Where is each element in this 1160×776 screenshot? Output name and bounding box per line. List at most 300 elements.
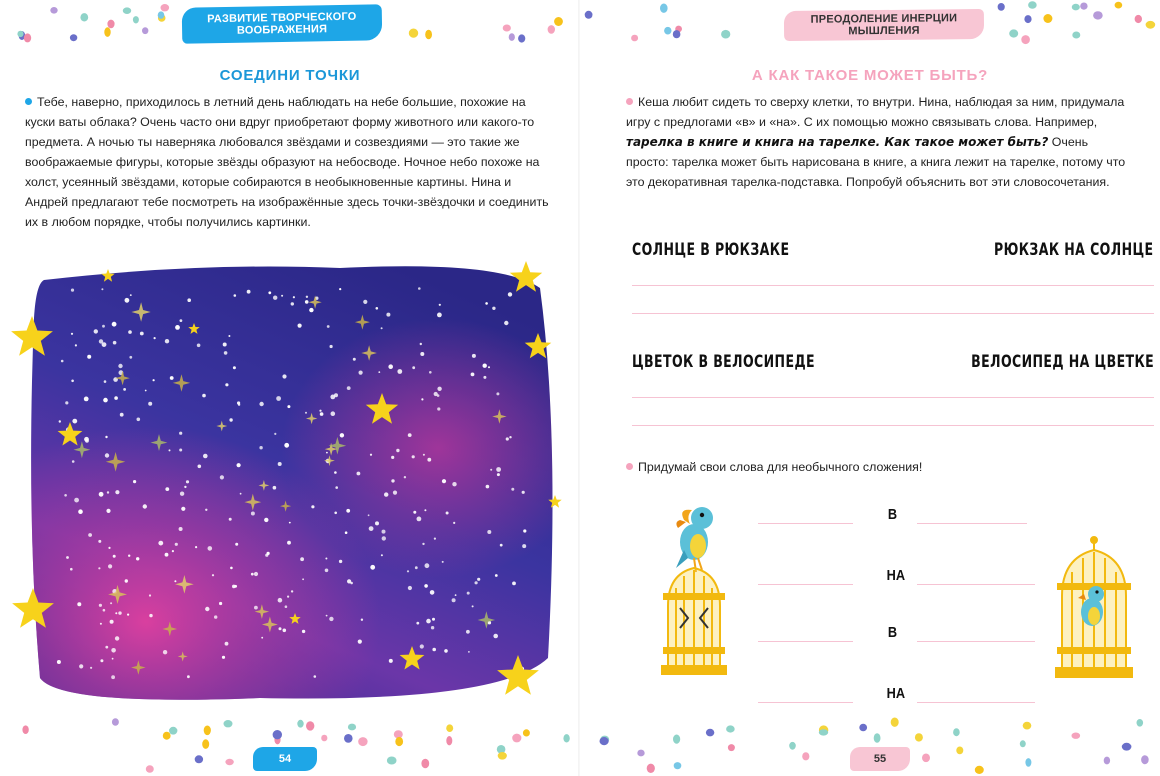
confetti-dot — [225, 759, 233, 765]
confetti-dot — [358, 737, 367, 746]
star-dot — [306, 296, 308, 298]
star-dot — [214, 615, 217, 618]
confetti-dot — [1104, 757, 1110, 765]
star-dot — [422, 543, 424, 545]
star-dot — [172, 550, 174, 552]
confetti-dot — [104, 27, 110, 37]
confetti-dot — [956, 747, 963, 755]
star-dot — [287, 405, 290, 408]
section-banner: ПРЕОДОЛЕНИЕ ИНЕРЦИИ МЫШЛЕНИЯ — [784, 9, 984, 41]
confetti-dot — [1080, 3, 1087, 10]
star-dot — [412, 366, 415, 369]
star-dot — [431, 626, 434, 629]
confetti-dot — [673, 735, 680, 744]
star-dot — [153, 379, 155, 381]
star-dot — [77, 602, 81, 606]
star-dot — [128, 330, 132, 334]
star-dot — [420, 343, 422, 345]
star-dot — [404, 476, 406, 478]
star-dot — [497, 473, 500, 476]
star-dot — [71, 289, 74, 292]
star-dot — [264, 518, 268, 522]
confetti-dot — [706, 729, 714, 737]
confetti-dot — [1146, 21, 1156, 29]
phrase-right-1: РЮКЗАК НА СОЛНЦЕ — [994, 240, 1154, 260]
star-dot — [282, 374, 286, 378]
star-dot — [444, 649, 448, 653]
star-dot — [229, 418, 232, 421]
star-dot — [314, 675, 317, 678]
star-dot — [483, 364, 487, 368]
star-dot — [384, 492, 388, 496]
star-dot — [186, 480, 189, 483]
star-dot — [488, 366, 490, 368]
star-dot — [222, 656, 225, 659]
star-dot — [325, 558, 327, 560]
confetti-dot — [297, 720, 303, 728]
blank-line[interactable] — [917, 702, 1035, 703]
star-dot — [368, 514, 370, 516]
confetti-dot — [70, 34, 77, 41]
star-dot — [437, 387, 441, 391]
star-dot — [358, 640, 362, 644]
star-dot — [240, 493, 242, 495]
star-dot — [477, 578, 480, 581]
star-dot — [237, 463, 241, 467]
star-dot — [330, 345, 333, 348]
star-dot — [418, 287, 421, 290]
preposition-label: НА — [886, 567, 906, 584]
star-dot — [79, 664, 83, 668]
star-dot — [105, 453, 109, 457]
confetti-dot — [107, 20, 114, 29]
star-dot — [179, 527, 183, 531]
star-dot — [452, 482, 456, 486]
star-dot — [273, 486, 277, 490]
star-dot — [165, 553, 169, 557]
star-dot — [187, 675, 190, 678]
star-dot — [110, 602, 112, 604]
star-dot — [113, 555, 116, 558]
star-dot — [125, 298, 130, 303]
confetti-dot — [647, 764, 655, 773]
star-dot — [471, 373, 475, 377]
star-dot — [169, 449, 171, 451]
star-dot — [71, 380, 74, 383]
star-dot — [492, 307, 495, 310]
star-dot — [148, 402, 152, 406]
confetti-dot — [600, 736, 609, 744]
star-dot — [133, 480, 136, 483]
star-dot — [511, 488, 514, 491]
star-dot — [103, 609, 106, 612]
star-dot — [197, 344, 201, 348]
star-dot — [208, 546, 213, 551]
star-dot — [165, 339, 169, 343]
star-dot — [339, 560, 342, 563]
confetti-dot — [446, 724, 453, 732]
confetti-dot — [50, 7, 57, 14]
star-dot — [98, 567, 100, 569]
star-dot — [391, 456, 394, 459]
star-dot — [420, 352, 424, 356]
star-dot — [305, 300, 309, 304]
star-dot — [179, 449, 182, 452]
star-dot — [378, 371, 380, 373]
star-dot — [149, 614, 152, 617]
star-dot — [140, 332, 144, 336]
star-dot — [123, 388, 126, 391]
star-dot — [278, 598, 283, 603]
star-dot — [136, 557, 139, 560]
answer-line[interactable] — [632, 397, 1154, 398]
confetti-dot — [1021, 35, 1030, 44]
star-dot — [128, 555, 130, 557]
star-dot — [202, 394, 206, 398]
star-dot — [472, 354, 476, 358]
star-dot — [212, 574, 214, 576]
star-dot — [426, 619, 431, 624]
blank-line[interactable] — [758, 523, 853, 524]
confetti-dot — [497, 745, 506, 754]
star-dot — [74, 498, 79, 503]
star-dot — [370, 454, 372, 456]
confetti-dot — [394, 730, 403, 738]
star-dot — [111, 675, 115, 679]
star-dot — [276, 396, 281, 401]
parrot-icon — [676, 507, 713, 572]
preposition-label: НА — [886, 685, 906, 702]
star-dot — [302, 630, 305, 633]
star-dot — [99, 604, 102, 607]
star-dot — [334, 471, 337, 474]
confetti-dot — [859, 724, 867, 732]
blank-line[interactable] — [917, 523, 1027, 524]
confetti-dot — [721, 30, 730, 39]
star-dot — [442, 561, 444, 563]
star-dot — [107, 491, 109, 493]
star-dot — [439, 304, 441, 306]
confetti-dot — [421, 759, 429, 768]
star-dot — [112, 322, 117, 327]
star-dot — [235, 543, 238, 546]
star-dot — [495, 574, 498, 577]
star-dot — [274, 433, 276, 435]
star-dot — [382, 530, 386, 534]
star-dot — [254, 572, 258, 576]
bullet-dot — [626, 98, 633, 105]
starry-sky-illustration[interactable] — [0, 258, 580, 718]
star-dot — [118, 364, 122, 368]
blank-line[interactable] — [758, 641, 853, 642]
confetti-dot — [146, 765, 154, 773]
blank-line[interactable] — [917, 584, 1035, 585]
star-dot — [234, 294, 237, 297]
star-dot — [130, 294, 132, 296]
star-dot — [334, 393, 338, 397]
confetti-dot — [518, 34, 525, 42]
confetti-dot — [224, 720, 233, 727]
confetti-dot — [1115, 2, 1123, 9]
star-dot — [442, 479, 446, 483]
star-dot — [105, 646, 108, 649]
star-dot — [64, 494, 67, 497]
star-dot — [397, 369, 402, 374]
confetti-dot — [498, 752, 507, 760]
star-dot — [184, 486, 186, 488]
star-dot — [309, 308, 313, 312]
star-dot — [84, 437, 89, 442]
star-dot — [99, 492, 104, 497]
star-dot — [225, 642, 229, 646]
confetti-dot — [600, 737, 609, 745]
star-dot — [425, 563, 430, 568]
star-dot — [102, 325, 105, 328]
confetti-dot — [274, 735, 280, 744]
star-dot — [412, 455, 415, 458]
star-dot — [254, 606, 258, 610]
confetti-dot — [1023, 722, 1032, 730]
star-dot — [345, 531, 348, 534]
star-dot — [59, 420, 61, 422]
confetti-dot — [204, 726, 211, 736]
answer-line[interactable] — [632, 285, 1154, 286]
star-dot — [205, 607, 209, 611]
star-dot — [357, 472, 361, 476]
confetti-dot — [123, 7, 131, 14]
star-dot — [112, 658, 114, 660]
star-dot — [100, 659, 103, 662]
confetti-dot — [512, 734, 521, 743]
star-dot — [265, 554, 268, 557]
confetti-dot — [409, 28, 418, 37]
star-dot — [376, 307, 379, 310]
star-dot — [424, 584, 428, 588]
star-dot — [174, 580, 176, 582]
confetti-dot — [819, 729, 828, 735]
confetti-dot — [142, 27, 148, 34]
star-dot — [228, 335, 230, 337]
star-dot — [437, 313, 442, 318]
confetti-dot — [321, 735, 327, 742]
star-dot — [424, 509, 426, 511]
parrot-in-cage-illustration — [1050, 536, 1140, 686]
star-dot — [181, 507, 185, 511]
star-dot — [421, 398, 423, 400]
star-dot — [220, 475, 224, 479]
star-dot — [251, 573, 254, 576]
confetti-dot — [195, 755, 203, 763]
star-dot — [283, 629, 287, 633]
star-dot — [331, 411, 336, 416]
star-dot — [219, 602, 222, 605]
confetti-dot — [387, 757, 397, 765]
star-dot — [381, 327, 383, 329]
star-dot — [423, 454, 425, 456]
confetti-dot — [395, 737, 403, 746]
star-dot — [115, 612, 117, 614]
confetti-dot — [19, 31, 26, 40]
star-dot — [413, 511, 416, 514]
star-dot — [57, 660, 61, 664]
star-dot — [452, 598, 456, 602]
star-dot — [334, 512, 337, 515]
blank-line[interactable] — [917, 641, 1035, 642]
star-dot — [125, 579, 128, 582]
confetti-dot — [169, 727, 177, 735]
star-dot — [370, 565, 375, 570]
confetti-dot — [728, 744, 735, 751]
star-dot — [311, 505, 314, 508]
star-dot — [187, 298, 191, 302]
star-dot — [205, 509, 207, 511]
star-dot — [300, 557, 304, 561]
star-dot — [170, 376, 174, 380]
star-dot — [487, 530, 491, 534]
star-dot — [483, 376, 486, 379]
star-dot — [284, 443, 289, 448]
confetti-dot — [1072, 733, 1081, 739]
star-dot — [99, 339, 103, 343]
star-dot — [251, 512, 255, 516]
star-dot — [105, 436, 107, 438]
answer-line[interactable] — [632, 425, 1154, 426]
bullet-dot — [626, 463, 633, 470]
star-dot — [522, 544, 526, 548]
star-dot — [180, 319, 183, 322]
confetti-dot — [446, 736, 452, 745]
star-dot — [325, 569, 329, 573]
star-dot — [100, 623, 102, 625]
page-number: 55 — [850, 747, 910, 771]
page-title: А КАК ТАКОЕ МОЖЕТ БЫТЬ? — [751, 67, 989, 84]
star-dot — [327, 325, 330, 328]
star-dot — [468, 651, 470, 653]
phrase-left-2: ЦВЕТОК В ВЕЛОСИПЕДЕ — [632, 352, 816, 372]
confetti-dot — [1141, 755, 1149, 764]
star-dot — [522, 491, 525, 494]
confetti-dot — [17, 31, 23, 37]
star-dot — [339, 288, 341, 290]
star-dot — [273, 296, 277, 300]
star-dot — [512, 582, 516, 586]
confetti-dot — [1020, 740, 1026, 747]
blank-line[interactable] — [758, 584, 853, 585]
confetti-dot — [1025, 758, 1031, 767]
star-dot — [108, 564, 112, 568]
star-dot — [437, 394, 440, 397]
confetti-dot — [953, 728, 960, 736]
star-dot — [485, 302, 488, 305]
star-dot — [115, 636, 119, 640]
star-dot — [437, 407, 440, 410]
phrase-right-2: ВЕЛОСИПЕД НА ЦВЕТКЕ — [970, 352, 1154, 372]
star-dot — [319, 410, 321, 412]
star-dot — [175, 325, 180, 330]
star-dot — [72, 460, 75, 463]
phrase-left-1: СОЛНЦЕ В РЮКЗАКЕ — [632, 240, 790, 260]
star-dot — [118, 611, 121, 614]
blank-line[interactable] — [758, 702, 853, 703]
star-dot — [72, 419, 77, 424]
star-dot — [523, 529, 526, 532]
star-dot — [175, 543, 178, 546]
star-dot — [359, 371, 363, 375]
confetti-dot — [802, 752, 809, 760]
confetti-dot — [1043, 14, 1052, 23]
star-dot — [408, 586, 412, 590]
star-dot — [393, 491, 397, 495]
star-dot — [472, 605, 474, 607]
star-dot — [293, 296, 295, 298]
confetti-dot — [637, 750, 644, 757]
intro-paragraph: Тебе, наверно, приходилось в летний день наблюдать на небе большие, похожие на куски ваты облака? Очень часто они вдруг приобретают форму животного или какого-то предмета. А ночью ты наверняка любовался звёздами и созвездиями — это такие же воображаемые фигуры, которые звёзды образуют на небосводе. Ночное небо похоже на холст, усеянный звёздами, которые собираются в необыкновенные картины. Нина и Андрей предлагают тебе посмотреть на изображённые здесь точки-звёздочки и соединить их в любом порядке, чтобы получились картинки. — [25, 95, 549, 229]
confetti-dot — [161, 4, 170, 11]
star-dot — [417, 517, 422, 522]
star-dot — [509, 436, 511, 438]
confetti-dot — [112, 718, 119, 725]
star-dot — [493, 634, 498, 639]
confetti-dot — [675, 26, 682, 33]
star-dot — [110, 620, 114, 624]
star-dot — [143, 504, 147, 508]
answer-line[interactable] — [632, 313, 1154, 314]
star-dot — [430, 590, 435, 595]
preposition-label: В — [887, 506, 898, 523]
confetti-dot — [1024, 15, 1031, 23]
star-dot — [163, 650, 167, 654]
star-dot — [87, 355, 91, 359]
star-dot — [225, 383, 228, 386]
star-dot — [230, 567, 233, 570]
page-number: 54 — [253, 747, 317, 771]
star-dot — [180, 492, 184, 496]
star-dot — [65, 401, 68, 404]
confetti-dot — [1135, 15, 1142, 23]
star-dot — [291, 302, 294, 305]
star-dot — [127, 614, 129, 616]
star-dot — [103, 398, 108, 403]
star-dot — [375, 521, 379, 525]
confetti-dot — [133, 16, 139, 23]
star-dot — [179, 432, 182, 435]
star-dot — [363, 300, 367, 304]
star-dot — [500, 544, 503, 547]
star-dot — [104, 380, 107, 383]
confetti-dot — [554, 17, 563, 26]
confetti-dot — [306, 721, 314, 730]
star-dot — [302, 578, 304, 580]
star-dot — [268, 291, 271, 294]
confetti-dot — [1028, 1, 1037, 9]
confetti-dot — [344, 734, 353, 743]
confetti-dot — [674, 762, 682, 769]
star-dot — [353, 358, 356, 361]
task-instruction: Придумай свои слова для необычного сложения! — [626, 460, 922, 474]
star-dot — [285, 605, 288, 608]
star-dot — [346, 509, 350, 513]
confetti-dot — [202, 739, 209, 749]
star-dot — [466, 630, 470, 634]
star-dot — [298, 324, 302, 328]
star-dot — [237, 401, 240, 404]
confetti-dot — [523, 729, 530, 736]
star-dot — [446, 512, 449, 515]
star-dot — [259, 446, 262, 449]
star-dot — [347, 386, 351, 390]
star-dot — [289, 522, 291, 524]
bullet-dot — [25, 98, 32, 105]
